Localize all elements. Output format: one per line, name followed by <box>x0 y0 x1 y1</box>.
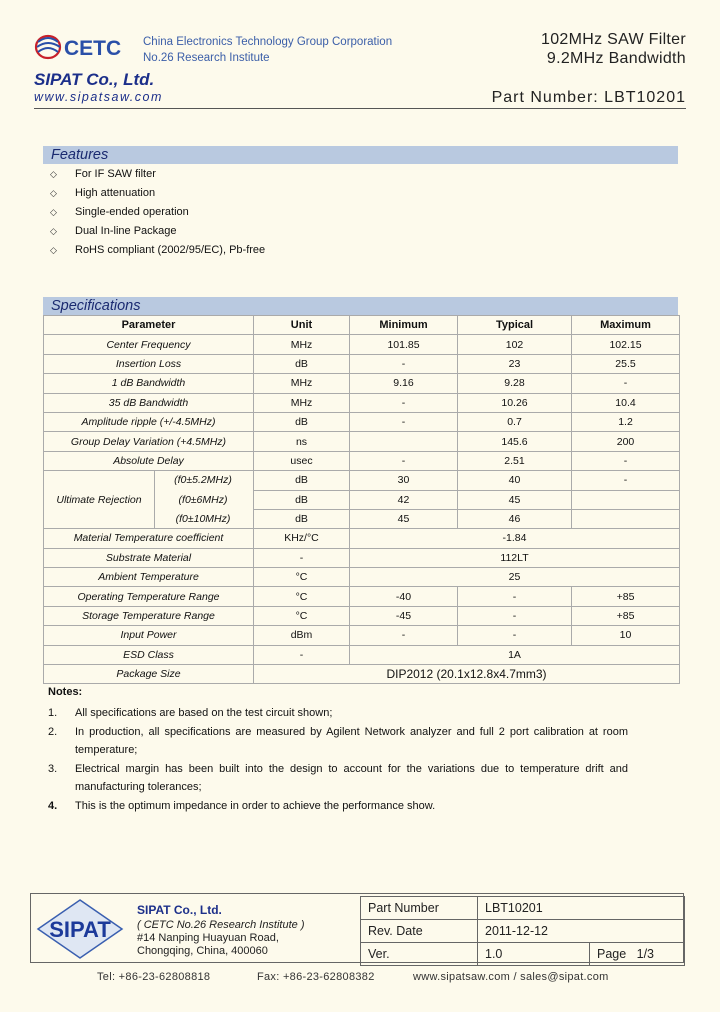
list-item: ◇ Single-ended operation <box>50 204 265 223</box>
table-row: Center Frequency MHz 101.85 102 102.15 <box>44 335 680 354</box>
table-row: Input Power dBm - - 10 <box>44 626 680 645</box>
product-subtitle: 9.2MHz Bandwidth <box>546 50 686 67</box>
table-row: dB 45 46 <box>44 509 680 528</box>
cetc-logo <box>34 30 134 64</box>
diamond-bullet-icon: ◇ <box>50 245 57 255</box>
table-row: Rev. Date 2011-12-12 <box>361 920 685 943</box>
table-row: Absolute Delay usec - 2.51 - <box>44 451 680 470</box>
diamond-bullet-icon: ◇ <box>50 188 57 198</box>
list-item: 3. Electrical margin has been built into the design to account for the variations due to temperature drift and manufacturing tolerances; <box>48 762 628 794</box>
table-row: Ultimate Rejection dB 30 40 - <box>44 471 680 490</box>
sipat-logo <box>34 898 126 960</box>
footer-company: SIPAT Co., Ltd. <box>137 903 222 917</box>
footer-tel: Tel: +86-23-62808818 <box>97 971 211 983</box>
table-row: Material Temperature coefficient KHz/°C -1.84 <box>44 529 680 548</box>
specifications-heading: Specifications <box>43 297 678 315</box>
diamond-bullet-icon: ◇ <box>50 226 57 236</box>
product-title: 102MHz SAW Filter <box>541 31 686 48</box>
footer-address-2: Chongqing, China, 400060 <box>137 945 268 957</box>
website-link[interactable]: www.sipatsaw.com <box>34 90 163 104</box>
list-item: ◇ For IF SAW filter <box>50 166 265 185</box>
cetc-emblem-icon <box>36 36 60 58</box>
footer-web-email[interactable]: www.sipatsaw.com / sales@sipat.com <box>413 971 609 983</box>
footer-address-1: #14 Nanping Huayuan Road, <box>137 932 279 944</box>
table-row: ESD Class - 1A <box>44 645 680 664</box>
header-divider <box>34 108 686 109</box>
features-list <box>50 166 265 261</box>
notes-list <box>48 704 628 816</box>
features-heading: Features <box>43 146 678 164</box>
company-name: SIPAT Co., Ltd. <box>34 70 155 89</box>
notes-heading: Notes: <box>48 686 83 698</box>
table-row: Ver. 1.0 Page 1/3 <box>361 943 685 966</box>
diamond-bullet-icon: ◇ <box>50 207 57 217</box>
list-item: 2. In production, all specifications are measured by Agilent Network analyzer and full 2 port calibration at room temperature; <box>48 725 628 757</box>
table-row: 35 dB Bandwidth MHz - 10.26 10.4 <box>44 393 680 412</box>
list-item: ◇ RoHS compliant (2002/95/EC), Pb-free <box>50 242 265 261</box>
table-row: 1 dB Bandwidth MHz 9.16 9.28 - <box>44 374 680 393</box>
list-item: 4. This is the optimum impedance in order to achieve the performance show. <box>48 799 436 812</box>
part-number-heading: Part Number: LBT10201 <box>491 89 686 106</box>
table-row: Insertion Loss dB - 23 25.5 <box>44 354 680 373</box>
ultimate-rejection-label: Ultimate Rejection <box>44 471 155 528</box>
footer-institute: ( CETC No.26 Research Institute ) <box>137 919 305 931</box>
footer-fax: Fax: +86-23-62808382 <box>257 971 375 983</box>
org-institute: No.26 Research Institute <box>143 52 270 64</box>
list-item: ◇ Dual In-line Package <box>50 223 265 242</box>
table-row: Group Delay Variation (+4.5MHz) ns 145.6 200 <box>44 432 680 451</box>
document-info-table <box>360 896 685 966</box>
sipat-logo-text: SIPAT <box>49 917 111 942</box>
cetc-logo-text: CETC <box>64 37 122 60</box>
table-row: Part Number LBT10201 <box>361 897 685 920</box>
rejection-sublabels: (f0±5.2MHz) (f0±6MHz) (f0±10MHz) <box>174 474 232 525</box>
table-row: Amplitude ripple (+/-4.5MHz) dB - 0.7 1.2 <box>44 412 680 431</box>
org-name: China Electronics Technology Group Corporation <box>143 36 393 48</box>
table-row: Ambient Temperature °C 25 <box>44 568 680 587</box>
table-row: Operating Temperature Range °C -40 - +85 <box>44 587 680 606</box>
specifications-table <box>43 315 680 684</box>
table-row: Storage Temperature Range °C -45 - +85 <box>44 606 680 625</box>
diamond-bullet-icon: ◇ <box>50 169 57 179</box>
table-header-row: Parameter Unit Minimum Typical Maximum <box>44 316 680 335</box>
list-item: 1. All specifications are based on the test circuit shown; <box>48 707 333 719</box>
table-row: dB 42 45 <box>44 490 680 509</box>
list-item: ◇ High attenuation <box>50 185 265 204</box>
table-row: Substrate Material - 112LT <box>44 548 680 567</box>
table-row: Package Size DIP2012 (20.1x12.8x4.7mm3) <box>44 665 680 684</box>
